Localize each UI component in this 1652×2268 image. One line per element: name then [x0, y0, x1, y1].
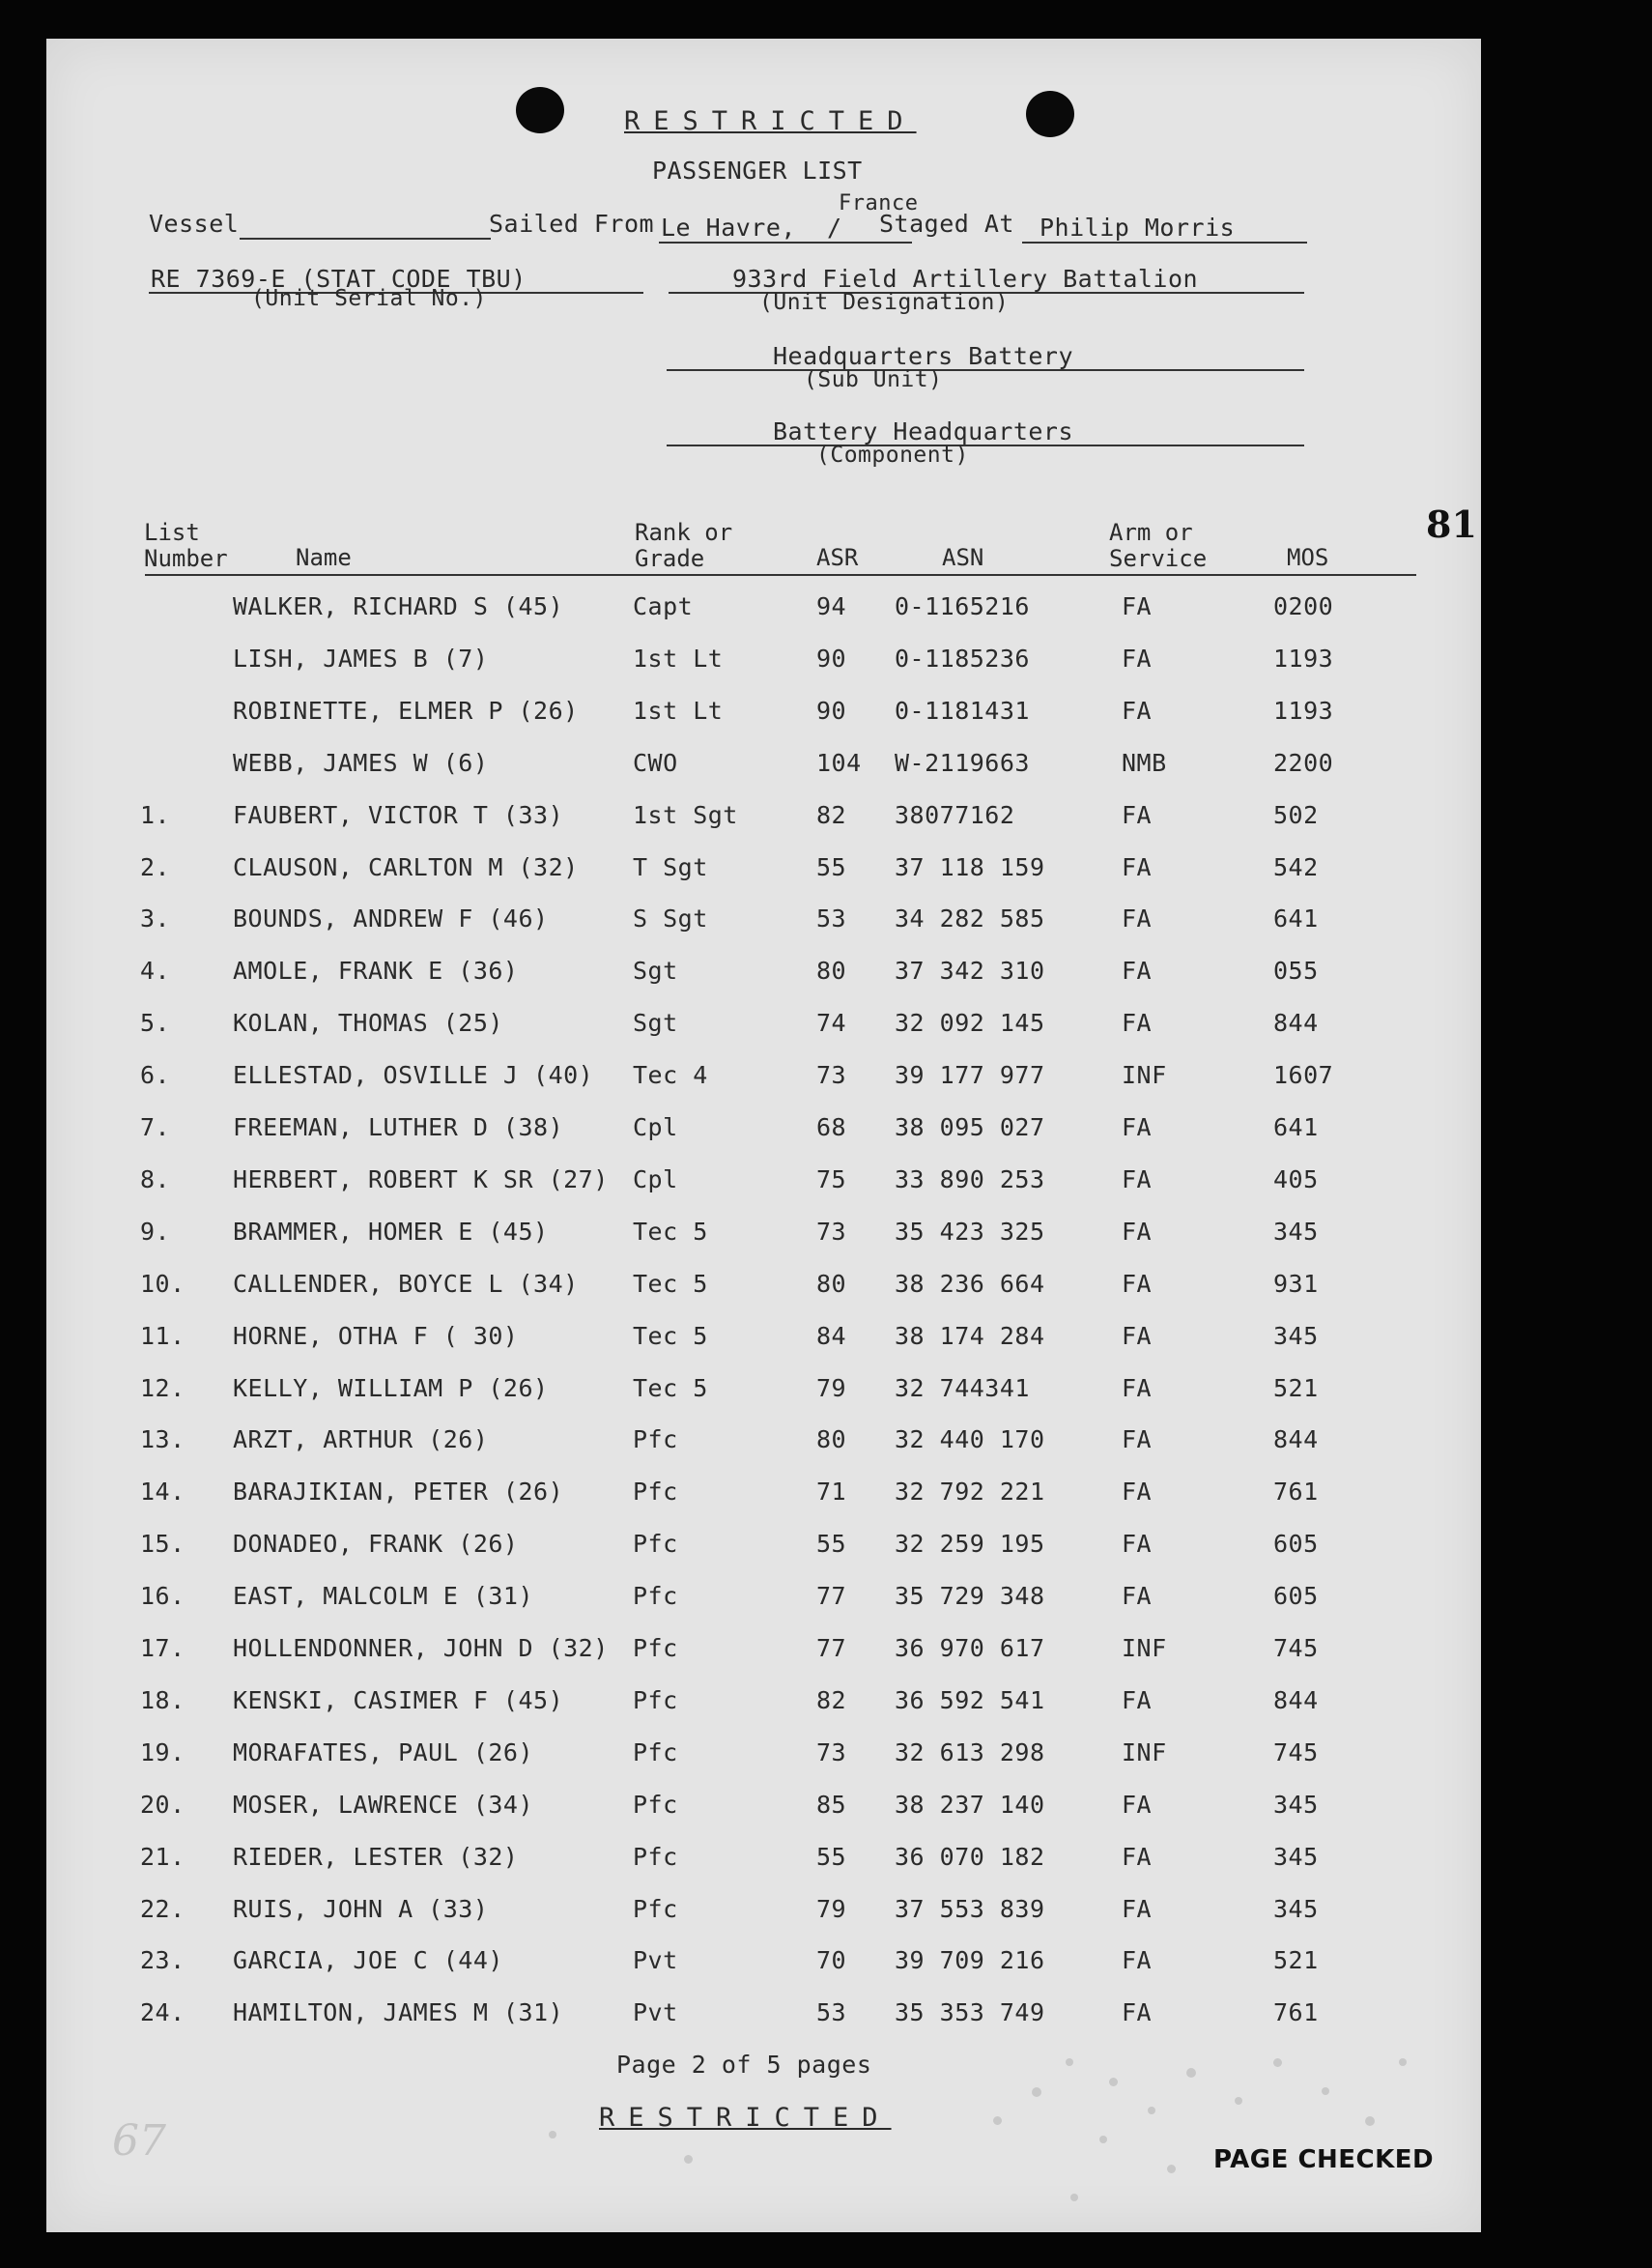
rank: CWO — [633, 748, 678, 777]
passenger-name: AMOLE, FRANK E (36) — [233, 957, 519, 986]
asn: 32 744341 — [895, 1373, 1030, 1402]
rank: Sgt — [633, 957, 678, 986]
page-number-mark: 81 — [1426, 502, 1477, 546]
arm-service: FA — [1122, 1894, 1153, 1923]
passenger-name: CALLENDER, BOYCE L (34) — [233, 1269, 579, 1298]
list-number: 4. — [140, 957, 171, 986]
list-number: 2. — [140, 852, 171, 881]
passenger-name: MOSER, LAWRENCE (34) — [233, 1790, 534, 1819]
asr: 73 — [816, 1737, 847, 1766]
asr: 82 — [816, 800, 847, 829]
asr: 55 — [816, 852, 847, 881]
arm-service: FA — [1122, 1582, 1153, 1611]
asn: 37 118 159 — [895, 852, 1045, 881]
passenger-name: ELLESTAD, OSVILLE J (40) — [233, 1061, 594, 1090]
mos: 345 — [1273, 1321, 1319, 1350]
list-number: 8. — [140, 1164, 171, 1193]
passenger-name: ROBINETTE, ELMER P (26) — [233, 696, 579, 725]
component-line — [667, 445, 1304, 446]
asr: 55 — [816, 1530, 847, 1559]
passenger-name: CLAUSON, CARLTON M (32) — [233, 852, 579, 881]
arm-service: FA — [1122, 852, 1153, 881]
speckle — [1099, 2136, 1107, 2143]
mos: 1607 — [1273, 1061, 1334, 1090]
asn: W-2119663 — [895, 748, 1030, 777]
table-row — [46, 1791, 1481, 1843]
asn: 37 342 310 — [895, 957, 1045, 986]
arm-service: FA — [1122, 1217, 1153, 1246]
passenger-name: FAUBERT, VICTOR T (33) — [233, 800, 564, 829]
passenger-name: BRAMMER, HOMER E (45) — [233, 1217, 549, 1246]
sailed-from-label: Sailed From — [489, 210, 655, 238]
speckle — [1235, 2097, 1242, 2105]
table-row — [46, 1530, 1481, 1582]
asn: 35 729 348 — [895, 1582, 1045, 1611]
asr: 84 — [816, 1321, 847, 1350]
rank: Pvt — [633, 1946, 678, 1975]
list-number: 16. — [140, 1582, 185, 1611]
arm-service: FA — [1122, 904, 1153, 933]
arm-service: INF — [1122, 1634, 1167, 1662]
list-number: 13. — [140, 1425, 185, 1454]
list-number: 20. — [140, 1790, 185, 1819]
arm-service: FA — [1122, 1425, 1153, 1454]
arm-service: FA — [1122, 1842, 1153, 1871]
table-row — [46, 1270, 1481, 1322]
asr: 75 — [816, 1164, 847, 1193]
table-row — [46, 592, 1481, 645]
table-row — [46, 1425, 1481, 1478]
table-row — [46, 1374, 1481, 1426]
mos: 931 — [1273, 1269, 1319, 1298]
mos: 502 — [1273, 800, 1319, 829]
asr: 90 — [816, 644, 847, 673]
rank: Pfc — [633, 1530, 678, 1559]
arm-service: INF — [1122, 1737, 1167, 1766]
passenger-name: GARCIA, JOE C (44) — [233, 1946, 503, 1975]
footer-page-count: Page 2 of 5 pages — [616, 2051, 872, 2079]
arm-service: FA — [1122, 1164, 1153, 1193]
passenger-name: HORNE, OTHA F ( 30) — [233, 1321, 519, 1350]
rank: Capt — [633, 592, 694, 620]
col-header-rank: Rank or Grade — [635, 519, 733, 572]
table-row — [46, 1218, 1481, 1270]
speckle — [1167, 2165, 1176, 2173]
asn: 38 237 140 — [895, 1790, 1045, 1819]
rank: Pfc — [633, 1842, 678, 1871]
speckle — [1365, 2116, 1375, 2126]
asr: 77 — [816, 1582, 847, 1611]
slash-mark: / — [827, 214, 842, 242]
arm-service: FA — [1122, 1530, 1153, 1559]
sub-unit-line — [667, 369, 1304, 371]
asr: 53 — [816, 1998, 847, 2027]
arm-service: NMB — [1122, 748, 1167, 777]
sailed-from-value: Le Havre, — [661, 214, 796, 242]
list-number: 24. — [140, 1998, 185, 2027]
asn: 32 613 298 — [895, 1737, 1045, 1766]
col-header-mos: MOS — [1287, 544, 1329, 571]
unit-serial-value: RE 7369-E (STAT CODE TBU) — [151, 265, 527, 293]
unit-designation-value: 933rd Field Artillery Battalion — [732, 265, 1199, 293]
list-number: 21. — [140, 1842, 185, 1871]
rank: Pfc — [633, 1425, 678, 1454]
mos: 605 — [1273, 1582, 1319, 1611]
list-number: 1. — [140, 800, 171, 829]
component-value: Battery Headquarters — [773, 417, 1074, 445]
table-row — [46, 1738, 1481, 1791]
rank: Pfc — [633, 1737, 678, 1766]
asn: 34 282 585 — [895, 904, 1045, 933]
table-row — [46, 1998, 1481, 2051]
passenger-name: KOLAN, THOMAS (25) — [233, 1009, 503, 1038]
arm-service: FA — [1122, 957, 1153, 986]
speckle — [549, 2131, 556, 2139]
asr: 85 — [816, 1790, 847, 1819]
rank: Sgt — [633, 1009, 678, 1038]
passenger-table — [46, 592, 1481, 2042]
table-row — [46, 697, 1481, 749]
asn: 32 092 145 — [895, 1009, 1045, 1038]
asr: 82 — [816, 1685, 847, 1714]
passenger-name: WEBB, JAMES W (6) — [233, 748, 489, 777]
passenger-name: EAST, MALCOLM E (31) — [233, 1582, 534, 1611]
asr: 79 — [816, 1373, 847, 1402]
asn: 32 792 221 — [895, 1478, 1045, 1507]
table-row — [46, 1634, 1481, 1686]
asr: 104 — [816, 748, 862, 777]
asn: 38077162 — [895, 800, 1015, 829]
list-number: 9. — [140, 1217, 171, 1246]
mos: 521 — [1273, 1373, 1319, 1402]
arm-service: INF — [1122, 1061, 1167, 1090]
rank: Pfc — [633, 1478, 678, 1507]
list-number: 6. — [140, 1061, 171, 1090]
mos: 345 — [1273, 1217, 1319, 1246]
document-page — [46, 39, 1481, 2232]
rank: 1st Sgt — [633, 800, 738, 829]
staged-at-line — [1022, 242, 1307, 244]
vessel-blank-line — [240, 238, 491, 240]
speckle — [1109, 2078, 1118, 2086]
rank: T Sgt — [633, 852, 708, 881]
mos: 761 — [1273, 1998, 1319, 2027]
table-row — [46, 801, 1481, 853]
passenger-name: LISH, JAMES B (7) — [233, 644, 489, 673]
passenger-name: HAMILTON, JAMES M (31) — [233, 1998, 564, 2027]
asn: 36 592 541 — [895, 1685, 1045, 1714]
speckle — [1032, 2087, 1041, 2097]
arm-service: FA — [1122, 1269, 1153, 1298]
arm-service: FA — [1122, 1790, 1153, 1819]
asr: 80 — [816, 957, 847, 986]
asr: 71 — [816, 1478, 847, 1507]
page-checked-stamp: PAGE CHECKED — [1213, 2145, 1435, 2174]
speckle — [1399, 2058, 1407, 2066]
table-row — [46, 645, 1481, 697]
unit-designation-caption: (Unit Designation) — [759, 290, 1010, 315]
rank: 1st Lt — [633, 644, 724, 673]
document-title: PASSENGER LIST — [652, 157, 863, 185]
arm-service: FA — [1122, 644, 1153, 673]
passenger-name: MORAFATES, PAUL (26) — [233, 1737, 534, 1766]
vessel-label: Vessel — [149, 210, 240, 238]
asn: 0-1165216 — [895, 592, 1030, 620]
list-number: 22. — [140, 1894, 185, 1923]
rank: Cpl — [633, 1164, 678, 1193]
passenger-name: KELLY, WILLIAM P (26) — [233, 1373, 549, 1402]
passenger-name: DONADEO, FRANK (26) — [233, 1530, 519, 1559]
speckle — [1148, 2107, 1155, 2114]
list-number: 3. — [140, 904, 171, 933]
table-row — [46, 1322, 1481, 1374]
asn: 38 236 664 — [895, 1269, 1045, 1298]
table-row — [46, 1582, 1481, 1634]
table-row — [46, 1843, 1481, 1895]
mos: 641 — [1273, 1113, 1319, 1141]
asn: 39 709 216 — [895, 1946, 1045, 1975]
speckle — [1186, 2068, 1196, 2078]
list-number: 12. — [140, 1373, 185, 1402]
arm-service: FA — [1122, 1373, 1153, 1402]
asr: 80 — [816, 1269, 847, 1298]
table-row — [46, 1478, 1481, 1530]
punch-hole-left — [516, 87, 564, 133]
list-number: 14. — [140, 1478, 185, 1507]
header-underline — [145, 574, 1416, 576]
pencil-mark: 67 — [112, 2116, 166, 2166]
list-number: 7. — [140, 1113, 171, 1141]
asr: 90 — [816, 696, 847, 725]
rank: Tec 4 — [633, 1061, 708, 1090]
table-row — [46, 853, 1481, 905]
passenger-name: ARZT, ARTHUR (26) — [233, 1425, 489, 1454]
table-row — [46, 1009, 1481, 1061]
rank: 1st Lt — [633, 696, 724, 725]
asn: 32 259 195 — [895, 1530, 1045, 1559]
mos: 641 — [1273, 904, 1319, 933]
rank: Tec 5 — [633, 1373, 708, 1402]
col-header-name: Name — [296, 544, 352, 571]
unit-serial-caption: (Unit Serial No.) — [251, 286, 487, 311]
mos: 2200 — [1273, 748, 1334, 777]
passenger-name: WALKER, RICHARD S (45) — [233, 592, 564, 620]
passenger-name: HOLLENDONNER, JOHN D (32) — [233, 1634, 609, 1662]
asn: 32 440 170 — [895, 1425, 1045, 1454]
arm-service: FA — [1122, 1685, 1153, 1714]
table-row — [46, 1061, 1481, 1113]
mos: 844 — [1273, 1009, 1319, 1038]
list-number: 17. — [140, 1634, 185, 1662]
speckle — [1322, 2087, 1329, 2095]
table-row — [46, 1113, 1481, 1165]
arm-service: FA — [1122, 1009, 1153, 1038]
list-number: 11. — [140, 1321, 185, 1350]
mos: 521 — [1273, 1946, 1319, 1975]
table-row — [46, 1686, 1481, 1738]
rank: Tec 5 — [633, 1217, 708, 1246]
mos: 345 — [1273, 1842, 1319, 1871]
speckle — [993, 2116, 1002, 2125]
list-number: 19. — [140, 1737, 185, 1766]
mos: 745 — [1273, 1634, 1319, 1662]
passenger-name: RUIS, JOHN A (33) — [233, 1894, 489, 1923]
mos: 761 — [1273, 1478, 1319, 1507]
arm-service: FA — [1122, 696, 1153, 725]
mos: 542 — [1273, 852, 1319, 881]
col-header-asn: ASN — [942, 544, 984, 571]
col-header-list-number: List Number — [144, 519, 228, 572]
sub-unit-value: Headquarters Battery — [773, 342, 1074, 370]
arm-service: FA — [1122, 1998, 1153, 2027]
arm-service: FA — [1122, 1113, 1153, 1141]
asr: 55 — [816, 1842, 847, 1871]
list-number: 18. — [140, 1685, 185, 1714]
passenger-name: FREEMAN, LUTHER D (38) — [233, 1113, 564, 1141]
asn: 36 070 182 — [895, 1842, 1045, 1871]
rank: Pfc — [633, 1790, 678, 1819]
asn: 38 095 027 — [895, 1113, 1045, 1141]
staged-at-value: Philip Morris — [1040, 214, 1236, 242]
rank: Pfc — [633, 1582, 678, 1611]
table-row — [46, 1946, 1481, 1998]
component-caption: (Component) — [816, 443, 969, 468]
asn: 39 177 977 — [895, 1061, 1045, 1090]
mos: 055 — [1273, 957, 1319, 986]
rank: Tec 5 — [633, 1269, 708, 1298]
asn: 0-1185236 — [895, 644, 1030, 673]
rank: Pvt — [633, 1998, 678, 2027]
asr: 68 — [816, 1113, 847, 1141]
sailed-from-line — [659, 242, 912, 244]
mos: 0200 — [1273, 592, 1334, 620]
asr: 73 — [816, 1061, 847, 1090]
asn: 0-1181431 — [895, 696, 1030, 725]
mos: 844 — [1273, 1685, 1319, 1714]
asr: 77 — [816, 1634, 847, 1662]
mos: 1193 — [1273, 696, 1334, 725]
asr: 53 — [816, 904, 847, 933]
list-number: 10. — [140, 1269, 185, 1298]
table-row — [46, 904, 1481, 957]
table-row — [46, 1895, 1481, 1947]
col-header-asr: ASR — [816, 544, 859, 571]
rank: Cpl — [633, 1113, 678, 1141]
asr: 80 — [816, 1425, 847, 1454]
table-row — [46, 1165, 1481, 1218]
speckle — [1066, 2058, 1073, 2066]
rank: Tec 5 — [633, 1321, 708, 1350]
passenger-name: BARAJIKIAN, PETER (26) — [233, 1478, 564, 1507]
arm-service: FA — [1122, 592, 1153, 620]
arm-service: FA — [1122, 1946, 1153, 1975]
rank: Pfc — [633, 1634, 678, 1662]
asn: 36 970 617 — [895, 1634, 1045, 1662]
passenger-name: KENSKI, CASIMER F (45) — [233, 1685, 564, 1714]
list-number: 5. — [140, 1009, 171, 1038]
list-number: 15. — [140, 1530, 185, 1559]
mos: 1193 — [1273, 644, 1334, 673]
asn: 37 553 839 — [895, 1894, 1045, 1923]
punch-hole-right — [1026, 91, 1074, 137]
restricted-heading-bottom: RESTRICTED — [599, 2103, 892, 2133]
passenger-name: RIEDER, LESTER (32) — [233, 1842, 519, 1871]
arm-service: FA — [1122, 800, 1153, 829]
mos: 605 — [1273, 1530, 1319, 1559]
asn: 38 174 284 — [895, 1321, 1045, 1350]
restricted-heading-top: RESTRICTED — [624, 106, 917, 136]
speckle — [684, 2155, 693, 2164]
speckle — [1273, 2058, 1282, 2067]
asr: 73 — [816, 1217, 847, 1246]
mos: 745 — [1273, 1737, 1319, 1766]
sailed-from-note: France — [839, 191, 919, 215]
asn: 35 353 749 — [895, 1998, 1045, 2027]
asr: 74 — [816, 1009, 847, 1038]
table-row — [46, 957, 1481, 1009]
staged-at-label: Staged At — [879, 210, 1014, 238]
mos: 405 — [1273, 1164, 1319, 1193]
table-row — [46, 749, 1481, 801]
list-number: 23. — [140, 1946, 185, 1975]
mos: 844 — [1273, 1425, 1319, 1454]
col-header-arm: Arm or Service — [1109, 519, 1208, 572]
speckle — [1070, 2194, 1078, 2201]
rank: Pfc — [633, 1685, 678, 1714]
asn: 35 423 325 — [895, 1217, 1045, 1246]
asn: 33 890 253 — [895, 1164, 1045, 1193]
mos: 345 — [1273, 1790, 1319, 1819]
asr: 94 — [816, 592, 847, 620]
sub-unit-caption: (Sub Unit) — [804, 367, 943, 392]
arm-service: FA — [1122, 1478, 1153, 1507]
rank: S Sgt — [633, 904, 708, 933]
passenger-name: BOUNDS, ANDREW F (46) — [233, 904, 549, 933]
asr: 79 — [816, 1894, 847, 1923]
asr: 70 — [816, 1946, 847, 1975]
rank: Pfc — [633, 1894, 678, 1923]
mos: 345 — [1273, 1894, 1319, 1923]
passenger-name: HERBERT, ROBERT K SR (27) — [233, 1164, 609, 1193]
arm-service: FA — [1122, 1321, 1153, 1350]
